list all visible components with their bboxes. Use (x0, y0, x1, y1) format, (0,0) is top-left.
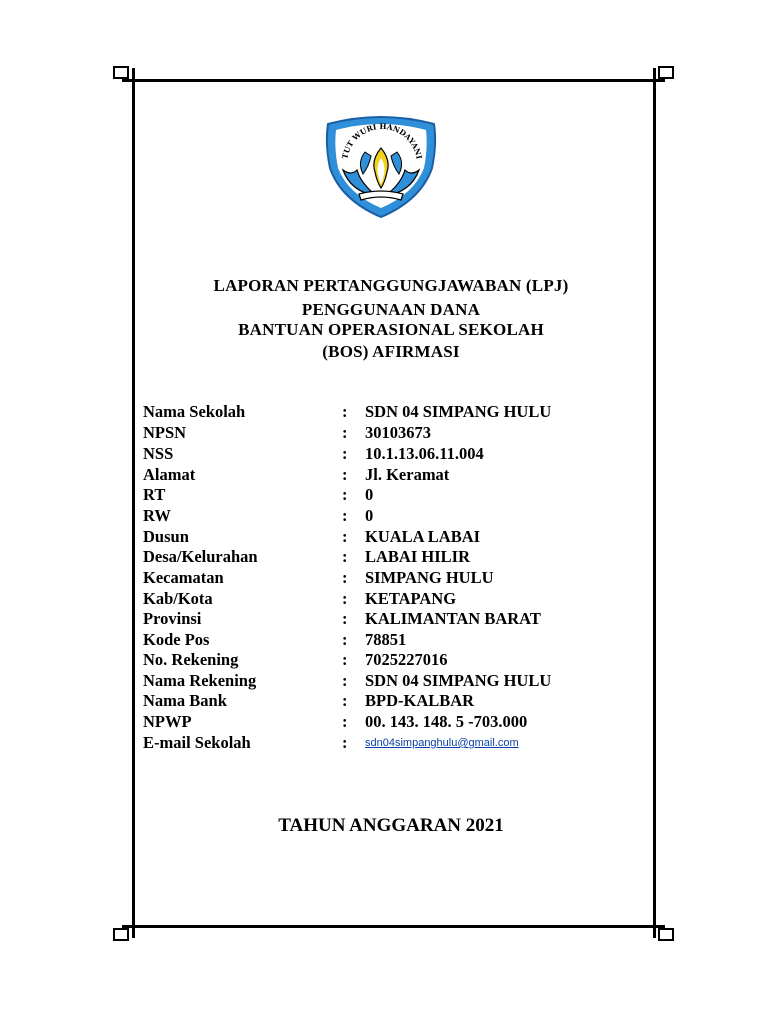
info-label: Alamat (143, 465, 196, 484)
info-value: BPD-KALBAR (365, 691, 475, 710)
corner-top-right (658, 66, 674, 79)
border-right (653, 68, 656, 938)
info-value: SIMPANG HULU (365, 568, 494, 587)
border-top (122, 79, 665, 82)
info-value: KALIMANTAN BARAT (365, 609, 541, 628)
info-value: SDN 04 SIMPANG HULU (365, 402, 552, 421)
info-value: 0 (365, 485, 374, 504)
tut-wuri-handayani-logo (321, 108, 442, 221)
info-value: KETAPANG (365, 589, 457, 608)
info-value: 0 (365, 506, 374, 525)
info-colon: : (342, 650, 348, 669)
border-left (132, 68, 135, 938)
info-label: Kecamatan (143, 568, 224, 587)
corner-bottom-right (658, 928, 674, 941)
info-colon: : (342, 630, 348, 649)
info-label: Nama Bank (143, 691, 227, 710)
info-value: 7025227016 (365, 650, 448, 669)
info-colon: : (342, 444, 348, 463)
email-link[interactable]: sdn04simpanghulu@gmail.com (365, 737, 519, 749)
info-value: SDN 04 SIMPANG HULU (365, 671, 552, 690)
info-label: Nama Rekening (143, 671, 257, 690)
info-label: No. Rekening (143, 650, 239, 669)
title-line-1: LAPORAN PERTANGGUNGJAWABAN (LPJ) (213, 276, 569, 295)
info-value: 78851 (365, 630, 407, 649)
info-value: 00. 143. 148. 5 -703.000 (365, 712, 528, 731)
info-colon: : (342, 423, 348, 442)
corner-bottom-left (113, 928, 129, 941)
info-colon: : (342, 547, 348, 566)
info-label: RW (143, 506, 171, 525)
info-colon: : (342, 609, 348, 628)
info-colon: : (342, 589, 348, 608)
logo-motto: TUT WURI HANDAYANI (340, 121, 424, 160)
budget-year-heading: TAHUN ANGGARAN 2021 (278, 815, 504, 836)
info-label: Nama Sekolah (143, 402, 246, 421)
info-colon: : (342, 712, 348, 731)
info-label: NSS (143, 444, 174, 463)
info-label: Kode Pos (143, 630, 210, 649)
info-value: Jl. Keramat (365, 465, 450, 484)
info-colon: : (342, 465, 348, 484)
info-colon: : (342, 568, 348, 587)
info-colon: : (342, 527, 348, 546)
info-label: Provinsi (143, 609, 202, 628)
info-colon: : (342, 671, 348, 690)
info-label: E-mail Sekolah (143, 733, 251, 752)
info-value: LABAI HILIR (365, 547, 470, 566)
info-colon: : (342, 506, 348, 525)
border-bottom (122, 925, 665, 928)
info-value: KUALA LABAI (365, 527, 481, 546)
info-colon: : (342, 485, 348, 504)
info-label: Kab/Kota (143, 589, 213, 608)
info-value: 10.1.13.06.11.004 (365, 444, 484, 463)
title-line-3: BANTUAN OPERASIONAL SEKOLAH (238, 320, 544, 339)
info-label: NPSN (143, 423, 187, 442)
info-colon: : (342, 691, 348, 710)
info-colon: : (342, 402, 348, 421)
info-label: Dusun (143, 527, 189, 546)
emblem-icon (321, 108, 442, 221)
title-line-4: (BOS) AFIRMASI (322, 342, 460, 361)
info-label: RT (143, 485, 166, 504)
info-value: 30103673 (365, 423, 431, 442)
title-line-2: PENGGUNAAN DANA (301, 300, 481, 319)
info-colon: : (342, 733, 348, 752)
info-label: Desa/Kelurahan (143, 547, 258, 566)
info-label: NPWP (143, 712, 192, 731)
corner-top-left (113, 66, 129, 79)
